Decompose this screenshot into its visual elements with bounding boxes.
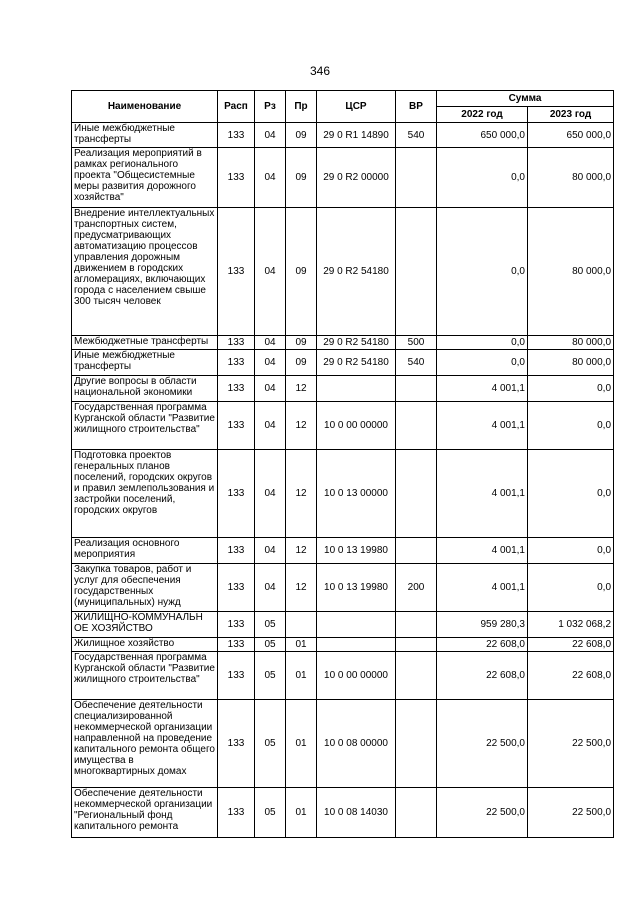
header-vr: ВР bbox=[396, 91, 437, 123]
table-row bbox=[72, 700, 614, 788]
row-pr: 09 bbox=[286, 336, 317, 350]
row-csr bbox=[317, 376, 396, 402]
table-row bbox=[72, 148, 614, 208]
table-row bbox=[72, 652, 614, 700]
row-rasp: 133 bbox=[218, 638, 255, 652]
row-vr: 540 bbox=[396, 123, 437, 148]
row-sum-2023: 22 500,0 bbox=[528, 700, 614, 788]
row-pr: 12 bbox=[286, 402, 317, 450]
row-name: Внедрение интеллектуальных транспортных систем, предусматривающих автоматизацию процессов управления дорожным движением в городских агломерациях, включающих города с населением свыше 300 тысяч человек bbox=[72, 208, 218, 336]
row-vr: 500 bbox=[396, 336, 437, 350]
table-row bbox=[72, 450, 614, 538]
header-rasp: Расп bbox=[218, 91, 255, 123]
row-rasp: 133 bbox=[218, 208, 255, 336]
table-row bbox=[72, 564, 614, 612]
row-name: Подготовка проектов генеральных планов поселений, городских округов и правил землепользования и застройки поселений, городских округов bbox=[72, 450, 218, 538]
row-csr: 10 0 00 00000 bbox=[317, 652, 396, 700]
row-sum-2023: 80 000,0 bbox=[528, 336, 614, 350]
row-rz: 04 bbox=[255, 538, 286, 564]
row-vr bbox=[396, 652, 437, 700]
table-row bbox=[72, 612, 614, 638]
row-pr: 01 bbox=[286, 652, 317, 700]
row-sum-2023: 650 000,0 bbox=[528, 123, 614, 148]
row-sum-2023: 22 500,0 bbox=[528, 788, 614, 838]
row-name: Другие вопросы в области национальной экономики bbox=[72, 376, 218, 402]
row-csr: 29 0 R2 54180 bbox=[317, 208, 396, 336]
row-sum-2023: 80 000,0 bbox=[528, 208, 614, 336]
row-rasp: 133 bbox=[218, 123, 255, 148]
row-sum-2023: 22 608,0 bbox=[528, 652, 614, 700]
row-pr: 12 bbox=[286, 450, 317, 538]
row-csr: 29 0 R1 14890 bbox=[317, 123, 396, 148]
header-2023: 2023 год bbox=[528, 107, 614, 123]
row-csr: 10 0 00 00000 bbox=[317, 402, 396, 450]
row-pr: 01 bbox=[286, 788, 317, 838]
row-rz: 05 bbox=[255, 652, 286, 700]
row-pr: 01 bbox=[286, 638, 317, 652]
header-sum: Сумма bbox=[437, 91, 614, 107]
row-csr: 29 0 R2 54180 bbox=[317, 336, 396, 350]
row-sum-2023: 0,0 bbox=[528, 538, 614, 564]
row-sum-2022: 22 608,0 bbox=[437, 638, 528, 652]
header-name: Наименование bbox=[72, 91, 218, 123]
row-pr: 12 bbox=[286, 564, 317, 612]
header-rz: Рз bbox=[255, 91, 286, 123]
row-sum-2022: 4 001,1 bbox=[437, 376, 528, 402]
row-rz: 04 bbox=[255, 148, 286, 208]
row-rasp: 133 bbox=[218, 652, 255, 700]
row-rz: 04 bbox=[255, 350, 286, 376]
row-name: Закупка товаров, работ и услуг для обеспечения государственных (муниципальных) нужд bbox=[72, 564, 218, 612]
row-pr: 01 bbox=[286, 700, 317, 788]
table-row bbox=[72, 538, 614, 564]
row-csr: 10 0 08 14030 bbox=[317, 788, 396, 838]
row-vr bbox=[396, 700, 437, 788]
row-sum-2023: 0,0 bbox=[528, 450, 614, 538]
row-name: Реализация основного мероприятия bbox=[72, 538, 218, 564]
row-sum-2023: 22 608,0 bbox=[528, 638, 614, 652]
row-sum-2022: 0,0 bbox=[437, 336, 528, 350]
row-sum-2023: 0,0 bbox=[528, 376, 614, 402]
row-rasp: 133 bbox=[218, 402, 255, 450]
row-rz: 05 bbox=[255, 638, 286, 652]
row-sum-2022: 22 500,0 bbox=[437, 700, 528, 788]
table-row bbox=[72, 123, 614, 148]
row-sum-2023: 0,0 bbox=[528, 564, 614, 612]
row-name: Межбюджетные трансферты bbox=[72, 336, 218, 350]
row-vr: 540 bbox=[396, 350, 437, 376]
row-csr: 10 0 08 00000 bbox=[317, 700, 396, 788]
row-sum-2022: 650 000,0 bbox=[437, 123, 528, 148]
row-csr bbox=[317, 638, 396, 652]
row-pr: 09 bbox=[286, 123, 317, 148]
row-rz: 05 bbox=[255, 612, 286, 638]
row-name: Обеспечение деятельности некоммерческой организации "Региональный фонд капитального ремонта bbox=[72, 788, 218, 838]
row-name: ЖИЛИЩНО-КОММУНАЛЬН ОЕ ХОЗЯЙСТВО bbox=[72, 612, 218, 638]
row-pr: 09 bbox=[286, 148, 317, 208]
row-name: Реализация мероприятий в рамках регионального проекта "Общесистемные меры развития дорожного хозяйства" bbox=[72, 148, 218, 208]
page-number: 346 bbox=[309, 64, 331, 78]
row-csr: 29 0 R2 54180 bbox=[317, 350, 396, 376]
row-rasp: 133 bbox=[218, 564, 255, 612]
row-name: Иные межбюджетные трансферты bbox=[72, 350, 218, 376]
row-vr bbox=[396, 376, 437, 402]
row-vr bbox=[396, 450, 437, 538]
budget-table bbox=[71, 90, 614, 838]
row-rasp: 133 bbox=[218, 788, 255, 838]
row-sum-2022: 22 500,0 bbox=[437, 788, 528, 838]
row-sum-2023: 1 032 068,2 bbox=[528, 612, 614, 638]
row-sum-2022: 0,0 bbox=[437, 208, 528, 336]
row-sum-2022: 4 001,1 bbox=[437, 450, 528, 538]
table-row bbox=[72, 638, 614, 652]
row-name: Иные межбюджетные трансферты bbox=[72, 123, 218, 148]
row-vr bbox=[396, 788, 437, 838]
row-csr: 10 0 13 19980 bbox=[317, 538, 396, 564]
row-rasp: 133 bbox=[218, 376, 255, 402]
row-name: Государственная программа Курганской области "Развитие жилищного строительства" bbox=[72, 402, 218, 450]
row-rasp: 133 bbox=[218, 538, 255, 564]
row-name: Государственная программа Курганской области "Развитие жилищного строительства" bbox=[72, 652, 218, 700]
row-rasp: 133 bbox=[218, 148, 255, 208]
row-rasp: 133 bbox=[218, 700, 255, 788]
row-vr bbox=[396, 148, 437, 208]
table-row bbox=[72, 336, 614, 350]
row-name: Жилищное хозяйство bbox=[72, 638, 218, 652]
row-csr: 29 0 R2 00000 bbox=[317, 148, 396, 208]
row-pr: 09 bbox=[286, 350, 317, 376]
table-row bbox=[72, 402, 614, 450]
row-rz: 05 bbox=[255, 700, 286, 788]
row-sum-2023: 0,0 bbox=[528, 402, 614, 450]
row-vr bbox=[396, 208, 437, 336]
row-sum-2022: 4 001,1 bbox=[437, 538, 528, 564]
row-pr: 12 bbox=[286, 376, 317, 402]
row-vr bbox=[396, 538, 437, 564]
row-rz: 04 bbox=[255, 402, 286, 450]
row-csr bbox=[317, 612, 396, 638]
row-rz: 04 bbox=[255, 376, 286, 402]
row-rasp: 133 bbox=[218, 350, 255, 376]
row-csr: 10 0 13 19980 bbox=[317, 564, 396, 612]
row-vr bbox=[396, 402, 437, 450]
row-vr: 200 bbox=[396, 564, 437, 612]
row-rasp: 133 bbox=[218, 450, 255, 538]
table-row bbox=[72, 350, 614, 376]
row-rz: 04 bbox=[255, 564, 286, 612]
header-csr: ЦСР bbox=[317, 91, 396, 123]
row-sum-2022: 4 001,1 bbox=[437, 564, 528, 612]
row-rz: 04 bbox=[255, 450, 286, 538]
row-pr bbox=[286, 612, 317, 638]
header-pr: Пр bbox=[286, 91, 317, 123]
row-rz: 04 bbox=[255, 123, 286, 148]
row-rz: 04 bbox=[255, 208, 286, 336]
row-csr: 10 0 13 00000 bbox=[317, 450, 396, 538]
row-vr bbox=[396, 612, 437, 638]
row-sum-2022: 22 608,0 bbox=[437, 652, 528, 700]
row-rz: 04 bbox=[255, 336, 286, 350]
row-sum-2022: 0,0 bbox=[437, 350, 528, 376]
row-sum-2023: 80 000,0 bbox=[528, 350, 614, 376]
row-rz: 05 bbox=[255, 788, 286, 838]
row-rasp: 133 bbox=[218, 336, 255, 350]
table-row bbox=[72, 376, 614, 402]
row-sum-2023: 80 000,0 bbox=[528, 148, 614, 208]
row-pr: 12 bbox=[286, 538, 317, 564]
row-pr: 09 bbox=[286, 208, 317, 336]
row-sum-2022: 4 001,1 bbox=[437, 402, 528, 450]
row-name: Обеспечение деятельности специализированной некоммерческой организации направленной на проведение капитального ремонта общего имущества в многоквартирных домах bbox=[72, 700, 218, 788]
table-row bbox=[72, 208, 614, 336]
row-rasp: 133 bbox=[218, 612, 255, 638]
row-sum-2022: 0,0 bbox=[437, 148, 528, 208]
row-sum-2022: 959 280,3 bbox=[437, 612, 528, 638]
table-row bbox=[72, 788, 614, 838]
row-vr bbox=[396, 638, 437, 652]
header-2022: 2022 год bbox=[437, 107, 528, 123]
